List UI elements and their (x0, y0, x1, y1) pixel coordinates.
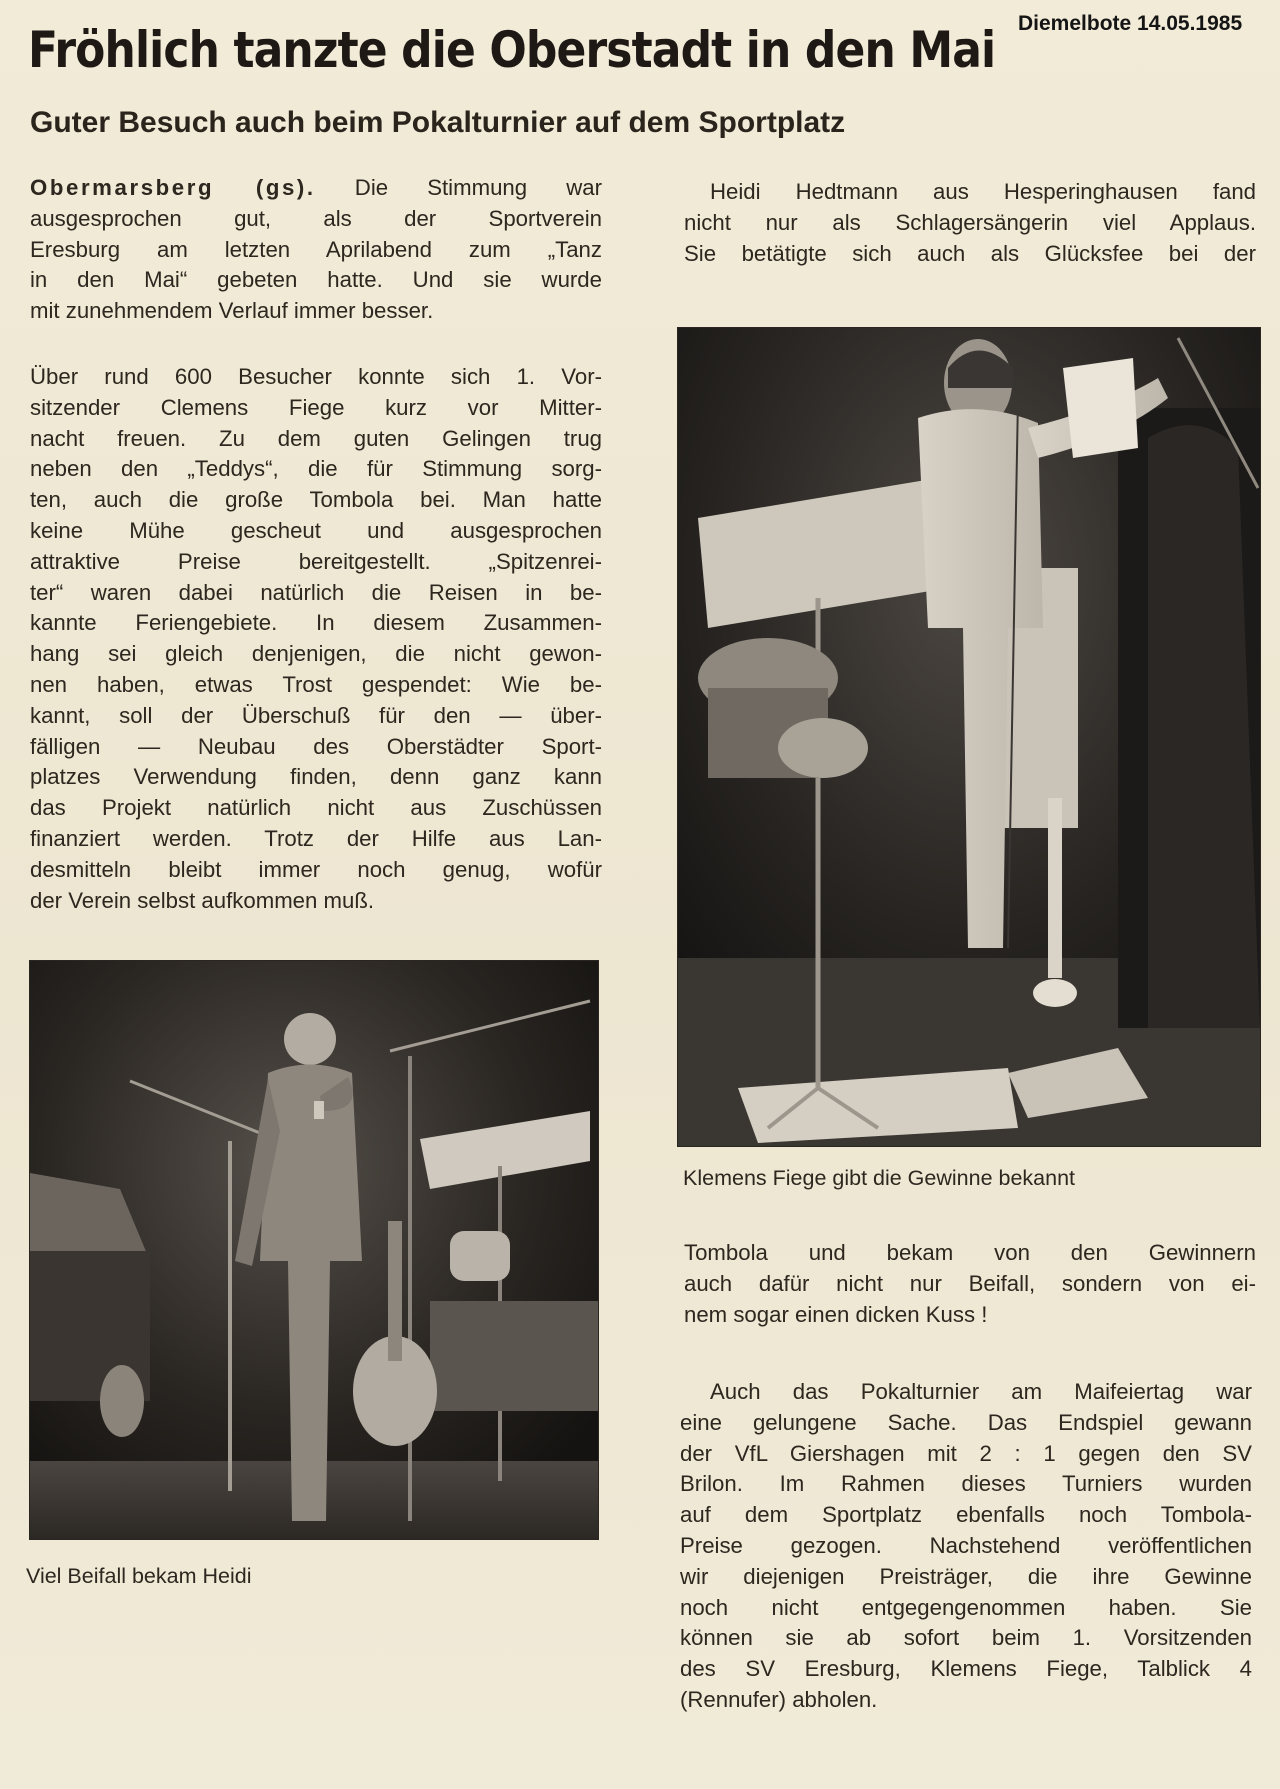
article-line: fälligen — Neubau des Oberstädter Sport- (30, 733, 602, 759)
source-note: Diemelbote 14.05.1985 (1018, 12, 1243, 35)
photo-caption-right: Klemens Fiege gibt die Gewinne bekannt (683, 1166, 1076, 1190)
article-line: Eresburg am letzten Aprilabend zum „Tanz (30, 236, 602, 262)
article-paragraph-3 (684, 177, 1256, 269)
photo-singer-on-stage (29, 960, 599, 1540)
article-paragraph-4 (684, 1238, 1256, 1330)
article-line: Über rund 600 Besucher konnte sich 1. Vor- (30, 364, 602, 389)
article-paragraph-5 (680, 1377, 1252, 1716)
article-line: kannte Feriengebiete. In diesem Zusammen- (30, 610, 602, 636)
article-line: neben den „Teddys“, die für Stimmung sorg- (30, 456, 602, 482)
article-line: finanziert werden. Trotz der Hilfe aus Lan- (30, 825, 602, 851)
article-line: Brilon. Im Rahmen dieses Turniers wurden (680, 1471, 1252, 1497)
article-line: desmitteln bleibt immer noch genug, wofür (30, 856, 602, 882)
article-line: Tombola und bekam von den Gewinnern (684, 1240, 1256, 1265)
article-line: nicht nur als Schlagersängerin viel Applaus. (684, 209, 1256, 235)
article-line: ter“ waren dabei natürlich die Reisen in be- (30, 579, 602, 605)
article-line: noch nicht entgegengenommen haben. Sie (680, 1594, 1252, 1620)
dateline: Obermarsberg (gs). (30, 175, 316, 200)
article-line: ausgesprochen gut, als der Sportverein (30, 205, 602, 231)
article-line: sitzender Clemens Fiege kurz vor Mitter- (30, 394, 602, 420)
article-line: mit zunehmendem Verlauf immer besser. (30, 298, 434, 324)
article-line: keine Mühe gescheut und ausgesprochen (30, 517, 602, 543)
article-paragraph-1 (30, 173, 602, 327)
article-line: platzes Verwendung finden, denn ganz kann (30, 764, 602, 790)
article-paragraph-2 (30, 362, 602, 916)
article-line: nen haben, etwas Trost gespendet: Wie be- (30, 671, 602, 697)
article-line: auf dem Sportplatz ebenfalls noch Tombola- (680, 1502, 1252, 1528)
article-line: Sie betätigte sich auch als Glücksfee bei der (684, 240, 1256, 266)
article-line: ten, auch die große Tombola bei. Man hatte (30, 487, 602, 513)
article-line: das Projekt natürlich nicht aus Zuschüssen (30, 795, 602, 821)
article-line: der Verein selbst aufkommen muß. (30, 887, 375, 913)
article-line: Auch das Pokalturnier am Maifeiertag war (710, 1379, 1252, 1404)
article-line: in den Mai“ gebeten hatte. Und sie wurde (30, 267, 602, 293)
article-line: wir diejenigen Preisträger, die ihre Gewinne (680, 1563, 1252, 1589)
article-line: (Rennufer) abholen. (680, 1686, 878, 1712)
photo-singer-image (30, 961, 598, 1539)
article-line: Preise gezogen. Nachstehend veröffentlichen (680, 1532, 1252, 1558)
photo-presenter-image (678, 328, 1260, 1146)
photo-presenter-on-stage (677, 327, 1261, 1147)
article-line: nacht freuen. Zu dem guten Gelingen trug (30, 425, 602, 451)
article-line: kannt, soll der Überschuß für den — über- (30, 702, 602, 728)
article-line: eine gelungene Sache. Das Endspiel gewann (680, 1409, 1252, 1435)
article-line: Heidi Hedtmann aus Hesperinghausen fand (710, 179, 1256, 204)
article-line: nem sogar einen dicken Kuss ! (684, 1301, 988, 1327)
article-line: auch dafür nicht nur Beifall, sondern von ei- (684, 1270, 1256, 1296)
article-line (30, 173, 602, 204)
article-line: der VfL Giershagen mit 2 : 1 gegen den SV (680, 1440, 1252, 1466)
article-line: hang sei gleich denjenigen, die nicht gewon- (30, 641, 602, 667)
article-line: können sie ab sofort beim 1. Vorsitzenden (680, 1625, 1252, 1651)
article-line: attraktive Preise bereitgestellt. „Spitzenrei- (30, 548, 602, 574)
headline: Fröhlich tanzte die Oberstadt in den Mai (28, 21, 996, 79)
article-line-text: Die Stimmung war (315, 175, 602, 200)
article-line: des SV Eresburg, Klemens Fiege, Talblick 4 (680, 1656, 1252, 1682)
photo-caption-left: Viel Beifall bekam Heidi (26, 1564, 252, 1588)
subheadline: Guter Besuch auch beim Pokalturnier auf dem Sportplatz (30, 106, 846, 139)
